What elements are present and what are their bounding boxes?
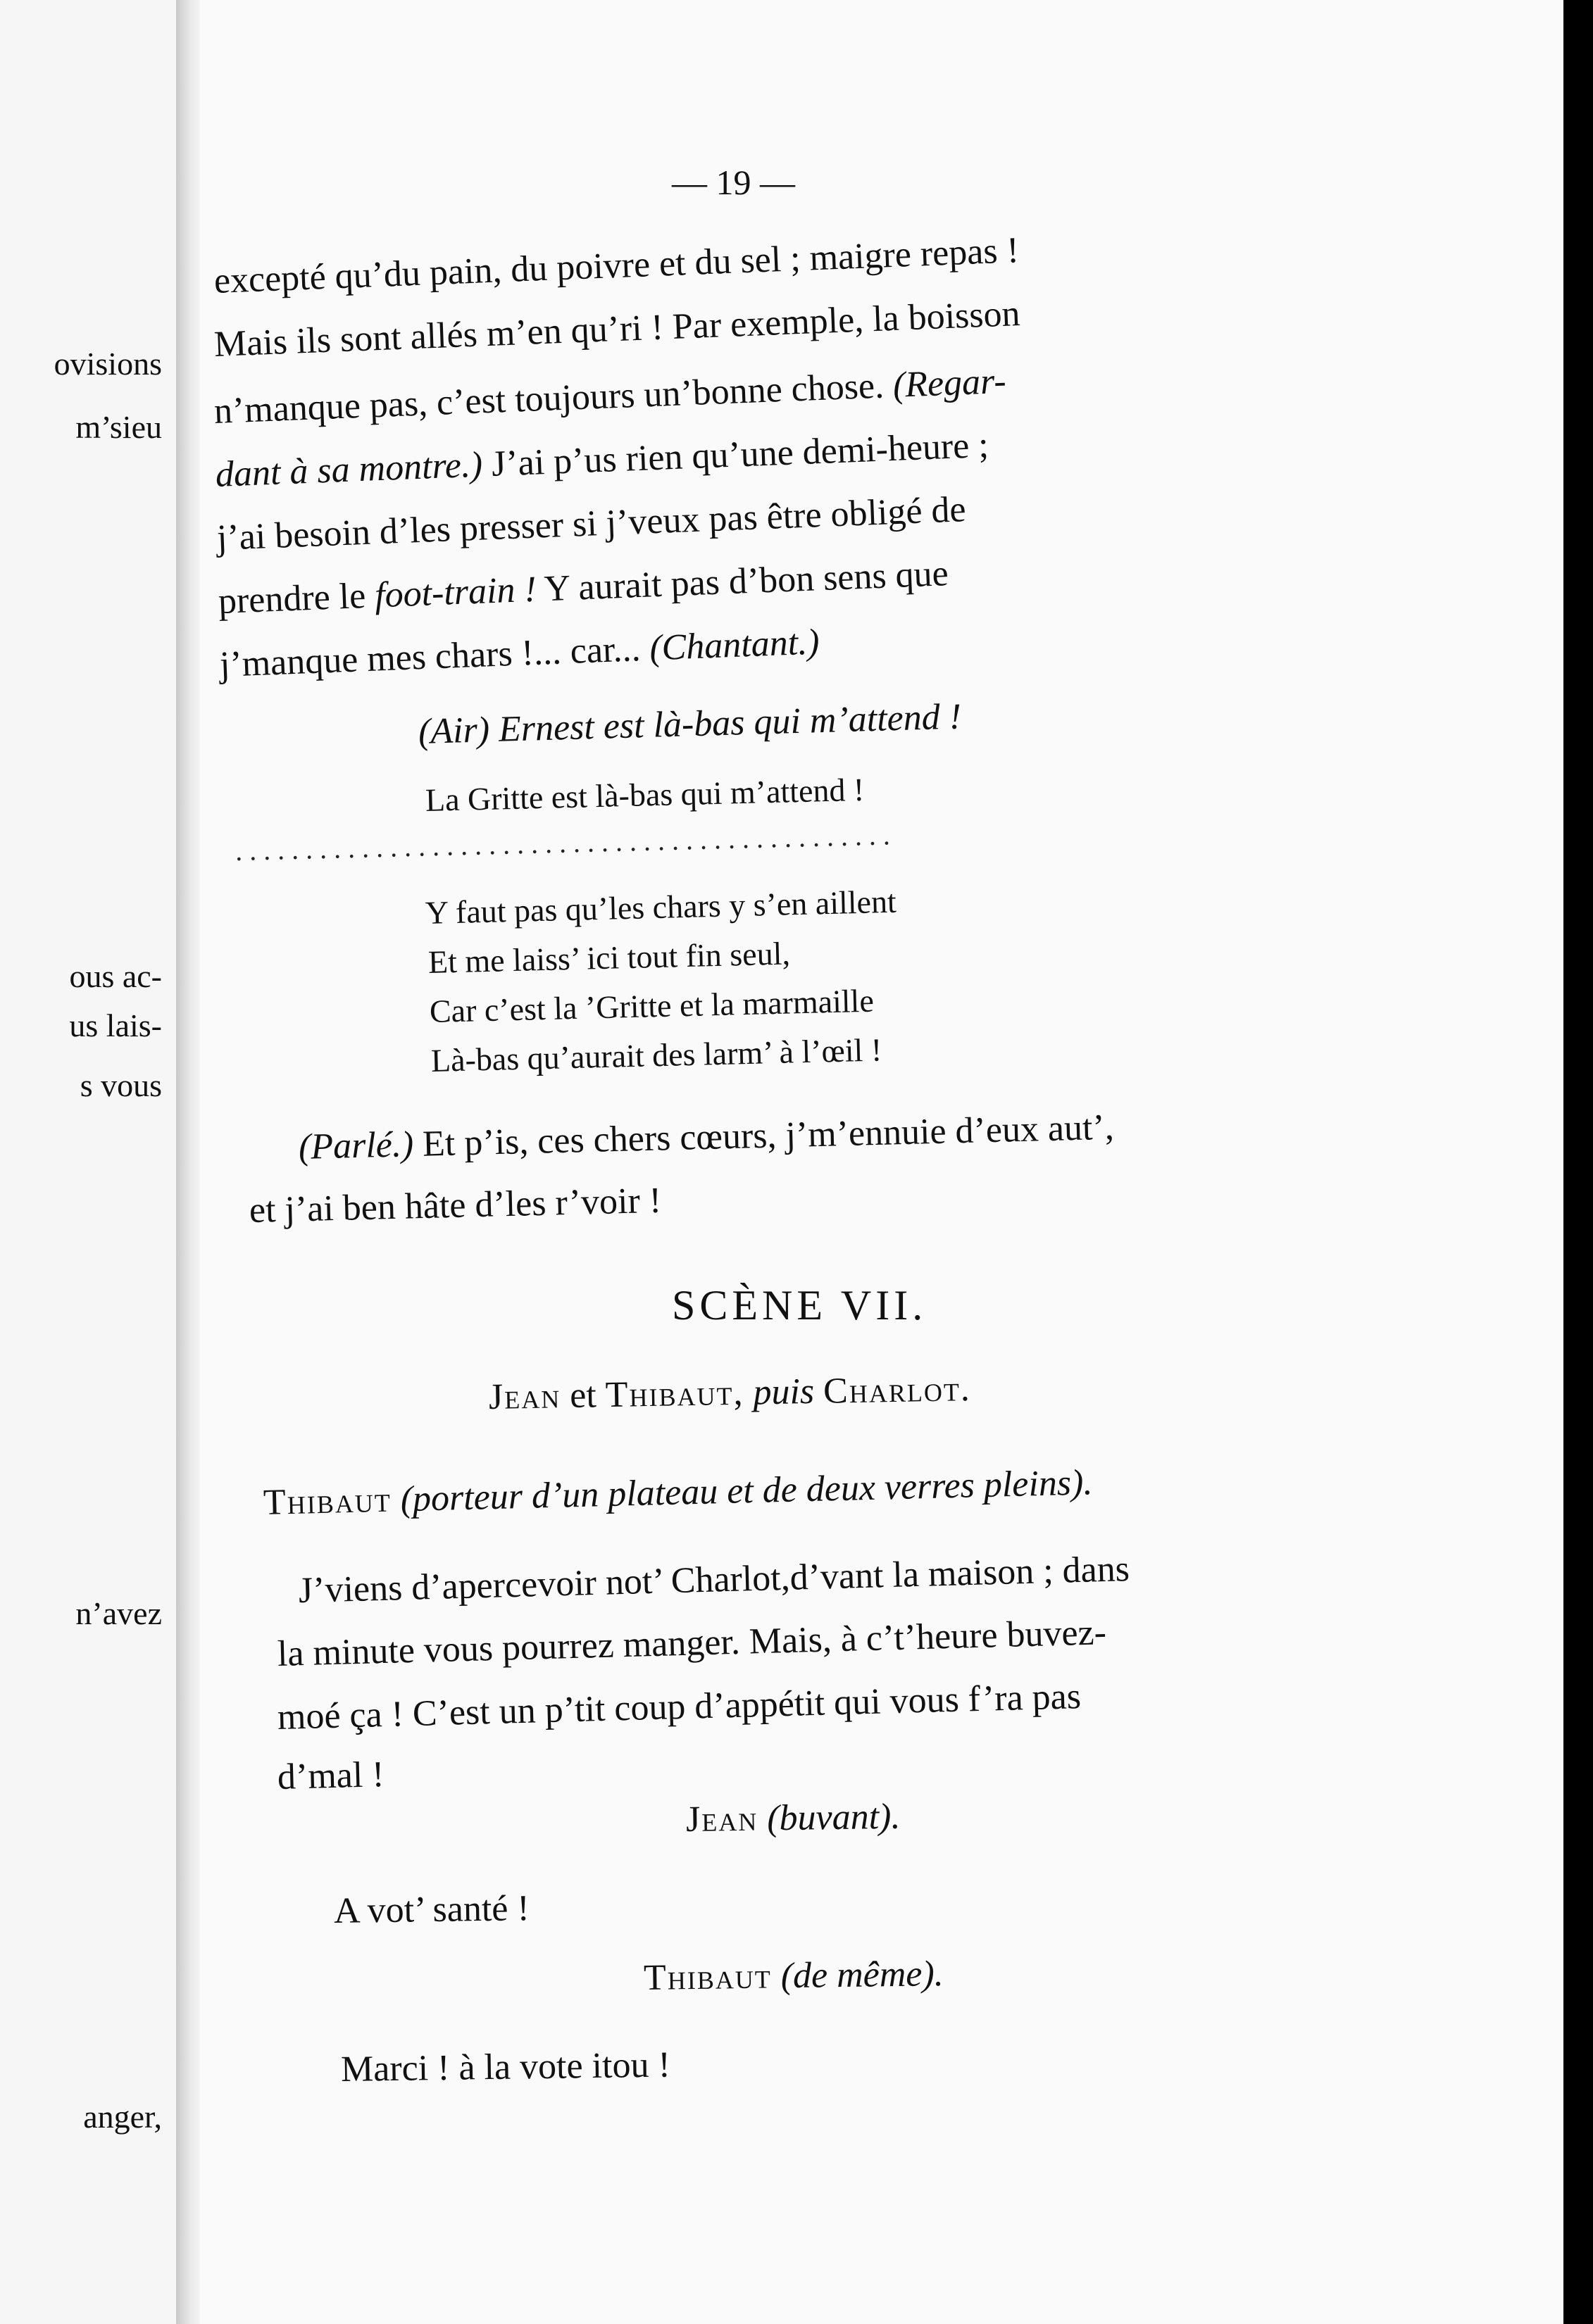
air-label: (Air) (418, 710, 490, 752)
speech-line: moé ça ! C’est un p’tit coup d’appétit qui vous f’ra pas (277, 1676, 1082, 1738)
left-page-fragment: s vous (80, 1067, 162, 1103)
scene-heading: SCÈNE VII. (672, 1282, 927, 1329)
character-name: Charlot. (823, 1369, 972, 1412)
speech-line: Marci ! à la vote itou ! (340, 2045, 671, 2090)
stage-direction: dant à sa montre.) (214, 444, 484, 495)
stage-direction: (Chantant.) (649, 622, 820, 669)
parle-line: (Parlé.) Et p’is, ces chers cœurs, j’m’ennuie d’eux aut’, (298, 1107, 1115, 1167)
air-line (418, 696, 962, 753)
verse-line: Et me laiss’ ici tout fin seul, (427, 935, 791, 980)
book-page (200, 0, 1563, 2324)
paragraph-line: j’manque mes chars !... car... (Chantant.) (218, 622, 820, 685)
speaker-line (686, 1796, 901, 1840)
stage-direction: (Parlé.) (298, 1124, 414, 1167)
character-name: Thibaut, (605, 1372, 744, 1416)
stage-direction: foot-train ! (374, 569, 537, 616)
speaker-line (263, 1462, 1093, 1524)
speech-line: A vot’ santé ! (333, 1888, 530, 1931)
ellipsis-row: ............................................... (235, 819, 898, 867)
stage-direction: (buvant). (766, 1796, 901, 1839)
speech-line: J’viens d’apercevoir not’ Charlot,d’vant la maison ; dans (298, 1549, 1130, 1611)
verse-line: Là-bas qu’aurait des larm’ à l’œil ! (430, 1031, 882, 1079)
air-title: Ernest est là-bas qui m’attend ! (498, 696, 962, 750)
speaker-name: Jean (685, 1798, 758, 1840)
paragraph-line: n’manque pas, c’est toujours un’bonne chose. (Regar- (213, 360, 1007, 432)
left-facing-page (0, 0, 176, 2324)
paragraph-line: dant à sa montre.) J’ai p’us rien qu’une demi-heure ; (214, 425, 989, 495)
speaker-name: Thibaut (643, 1956, 773, 1998)
character-name: Jean (488, 1376, 561, 1417)
left-page-fragment: us lais- (69, 1007, 162, 1043)
verse-line: Car c’est la ’Gritte et la marmaille (429, 982, 875, 1029)
paragraph-line: Mais ils sont allés m’en qu’ri ! Par exemple, la boisson (213, 294, 1021, 365)
verse-line: Y faut pas qu’les chars y s’en aillent (425, 883, 897, 931)
speaker-name: Thibaut (263, 1479, 392, 1523)
speech-line: la minute vous pourrez manger. Mais, à c’t’heure buvez- (277, 1612, 1107, 1674)
left-page-fragment: n’avez (75, 1595, 162, 1631)
stage-direction: (de même). (780, 1954, 944, 1997)
left-page-fragment: ovisions (54, 346, 162, 382)
parle-line: et j’ai ben hâte d’les r’voir ! (249, 1180, 662, 1231)
paragraph-line: prendre le foot-train ! Y aurait pas d’bon sens que (217, 553, 949, 622)
paragraph-line: j’ai besoin d’les presser si j’veux pas être obligé de (215, 489, 967, 558)
scan-border (1563, 0, 1593, 2324)
left-page-fragment: m’sieu (75, 409, 162, 445)
speech-line: d’mal ! (277, 1754, 385, 1797)
stage-direction: (porteur d’un plateau et de deux verres pleins). (399, 1462, 1094, 1520)
left-page-fragment: anger, (83, 2099, 162, 2135)
left-page-fragment: ous ac- (69, 958, 162, 994)
stage-direction: (Regar- (892, 360, 1007, 406)
speaker-line (644, 1953, 944, 1999)
page-gutter (176, 0, 200, 2324)
scene-characters: Jean et Thibaut, puis Charlot. (488, 1369, 972, 1417)
page-number: — 19 — (672, 163, 795, 202)
verse-lead: La Gritte est là-bas qui m’attend ! (425, 771, 865, 818)
paragraph-line: excepté qu’du pain, du poivre et du sel ; maigre repas ! (213, 230, 1020, 301)
